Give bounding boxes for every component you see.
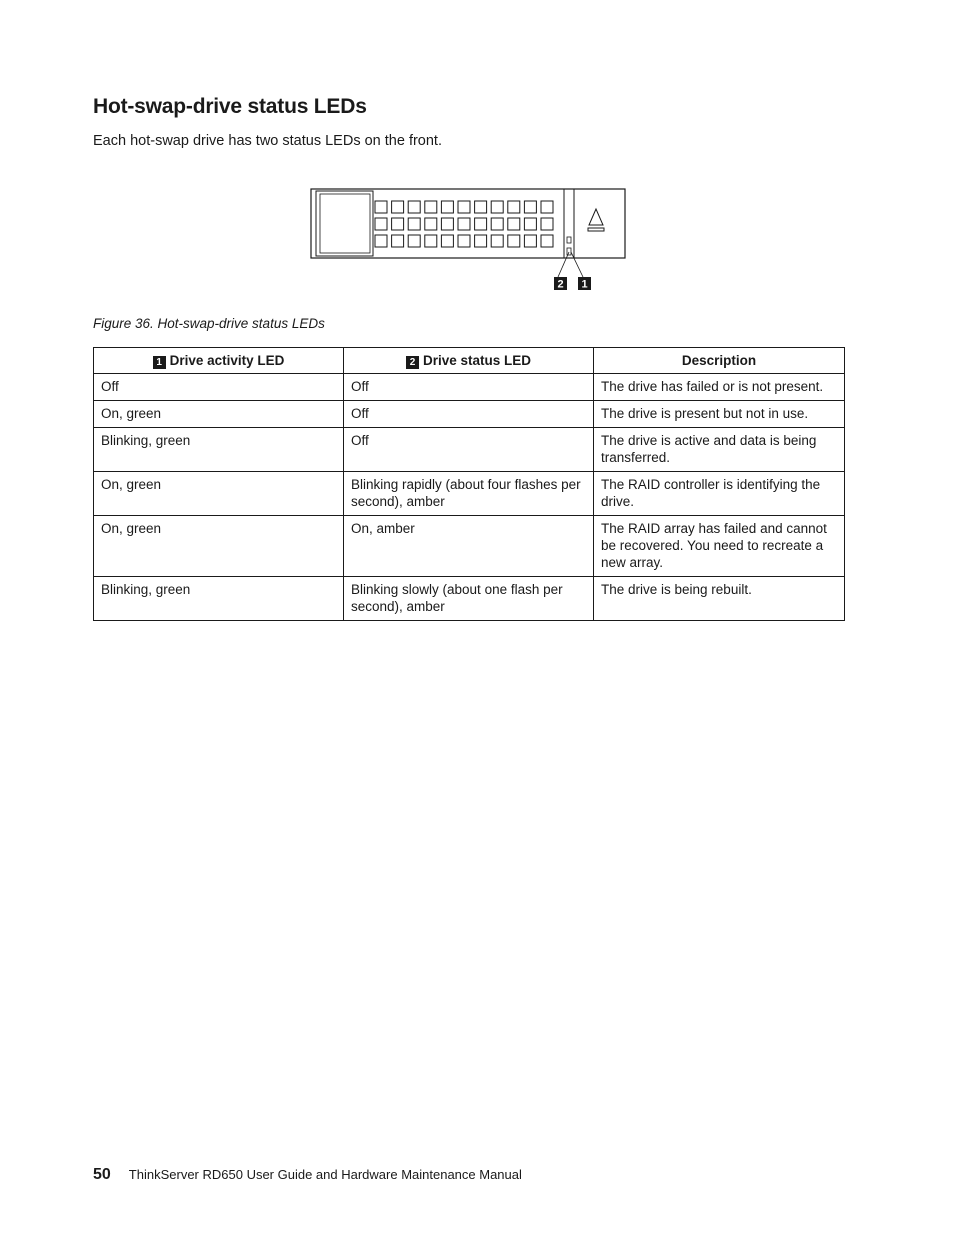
- activity-cell: On, green: [94, 401, 344, 428]
- header-label: Drive activity LED: [169, 353, 285, 368]
- description-cell: The RAID array has failed and cannot be recovered. You need to recreate a new array.: [594, 516, 845, 577]
- description-cell: The RAID controller is identifying the drive.: [594, 472, 845, 516]
- status-cell: On, amber: [344, 516, 594, 577]
- callout-1: [578, 277, 591, 291]
- table-row: [94, 428, 845, 472]
- figure-caption: Figure 36. Hot-swap-drive status LEDs: [93, 316, 325, 331]
- callout-1-label: 1: [581, 278, 588, 291]
- header-drive-status-led: [344, 348, 594, 374]
- callout-2: [554, 277, 567, 291]
- table-row: [94, 577, 845, 621]
- description-cell: The drive is active and data is being transferred.: [594, 428, 845, 472]
- callout-badge-1: 1: [153, 356, 166, 369]
- activity-cell: On, green: [94, 516, 344, 577]
- status-cell: Off: [344, 401, 594, 428]
- activity-cell: Blinking, green: [94, 428, 344, 472]
- header-description: [594, 348, 845, 374]
- header-label: Description: [681, 353, 757, 368]
- activity-cell: On, green: [94, 472, 344, 516]
- activity-cell: Blinking, green: [94, 577, 344, 621]
- document-title: ThinkServer RD650 User Guide and Hardware Maintenance Manual: [128, 1167, 522, 1182]
- status-cell: Off: [344, 374, 594, 401]
- table-row: [94, 472, 845, 516]
- led-status-table: [93, 347, 845, 621]
- table-row: [94, 374, 845, 401]
- drive-bezel: [311, 189, 625, 258]
- header-label: Drive status LED: [422, 353, 532, 368]
- intro-paragraph: Each hot-swap drive has two status LEDs on the front.: [93, 133, 442, 149]
- callout-badge-2: 2: [406, 356, 419, 369]
- callout-2-label: 2: [557, 278, 564, 291]
- description-cell: The drive is present but not in use.: [594, 401, 845, 428]
- status-cell: Off: [344, 428, 594, 472]
- table-header-row: [94, 348, 845, 374]
- table-row: [94, 401, 845, 428]
- header-drive-activity-led: [94, 348, 344, 374]
- page-footer: [93, 1166, 522, 1184]
- section-heading: Hot-swap-drive status LEDs: [93, 95, 367, 118]
- description-cell: The drive is being rebuilt.: [594, 577, 845, 621]
- drive-illustration: [308, 185, 628, 295]
- status-cell: Blinking rapidly (about four flashes per second), amber: [344, 472, 594, 516]
- activity-cell: Off: [94, 374, 344, 401]
- table-row: [94, 516, 845, 577]
- page-number: 50: [93, 1166, 111, 1183]
- status-cell: Blinking slowly (about one flash per second), amber: [344, 577, 594, 621]
- hot-swap-drive-figure: [308, 185, 628, 295]
- description-cell: The drive has failed or is not present.: [594, 374, 845, 401]
